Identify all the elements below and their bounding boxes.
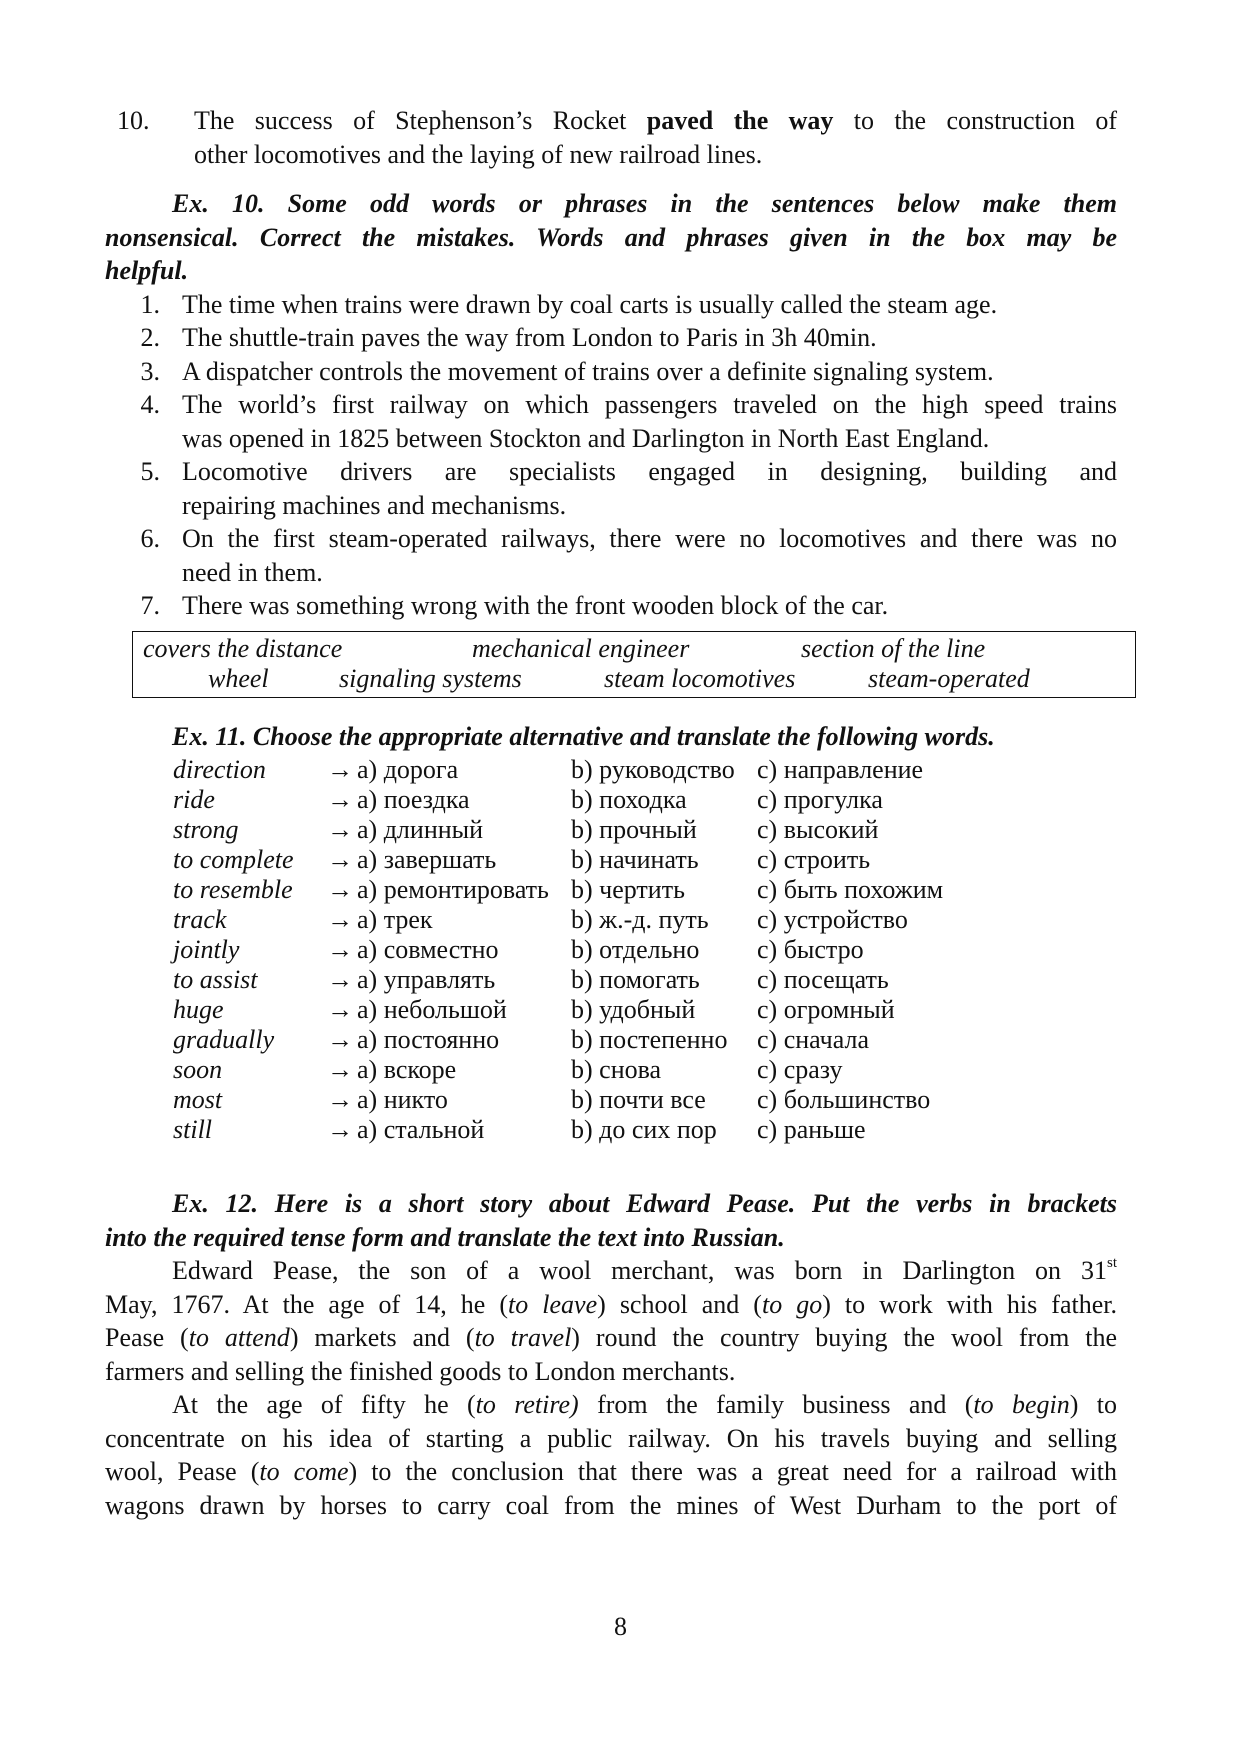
word-box [132, 631, 1136, 698]
box-word: steam-operated [868, 663, 1030, 693]
list-item: 5. Locomotive drivers are specialists engaged in designing, building and repairing machines and mechanisms. [140, 457, 1117, 520]
arrow-icon: → [327, 815, 353, 844]
box-word: signaling systems [339, 663, 522, 693]
ex12-heading-line-2: into the required tense form and translate the text into Russian. [105, 1222, 785, 1252]
vocab-table: direction → a) дорога b) руководство c) направление ride → a) поездка b) походка c) прогулка strong → a) длинный b) прочный c) высокий to complete → a) завершать b) начинать c) строить to resemble → a) ремонтировать b) чертить c) быть похожим track → a) трек b) ж.-д. путь c) устройство jointly → a) совместно b) отдельно c) быстро to assist → a) управлять b) помогать c) посещать huge → a) небольшой b) удобный c) огромный gradually → a) постоянно b) постепенно c) сначала soon → a) вскоре b) снова c) сразу most → a) никто b) почти все c) большинство still → a) стальной b) до сих пор c) раньше [173, 755, 944, 1144]
arrow-icon: → [327, 755, 353, 784]
page-number: 8 [614, 1612, 627, 1641]
list-item: 3. A dispatcher controls the movement of trains over a definite signaling system. [140, 356, 994, 386]
ex10-heading-line-2: nonsensical. Correct the mistakes. Words and phrases given in the box may be [105, 222, 1117, 252]
list-item: 7. There was something wrong with the front wooden block of the car. [140, 591, 889, 620]
ex10-heading-line-3: helpful. [105, 256, 189, 285]
arrow-icon: → [327, 1085, 353, 1114]
arrow-icon: → [327, 785, 353, 814]
paragraph-1: Edward Pease, the son of a wool merchant, was born in Darlington on 31st May, 1767. At the age of 14, he (to leave) school and (to go) to work with his father. Pease (to attend) markets and (to travel) round the country buying the wool from the farmers and selling the finished goods to London merchants. [105, 1255, 1117, 1386]
box-word: section of the line [801, 633, 986, 663]
list-item: 6. On the first steam-operated railways, there were no locomotives and there was no need in them. [140, 524, 1117, 587]
list-item: 1. The time when trains were drawn by coal carts is usually called the steam age. [140, 289, 998, 319]
arrow-icon: → [327, 1115, 353, 1144]
paragraph-2: At the age of fifty he (to retire) from the family business and (to begin) to concentrate on his idea of starting a public railway. On his travels buying and selling wool, Pease (to come) to the conclusion that there was a great need for a railroad with wagons drawn by horses to carry coal from the mines of West Durham to the port of [105, 1390, 1117, 1520]
ex10-list [105, 288, 1117, 623]
arrow-icon: → [327, 995, 353, 1024]
arrow-icon: → [327, 965, 353, 994]
arrow-icon: → [327, 875, 353, 904]
item-10-line-1: 10. The success of Stephenson’s Rocket paved the way to the construction of [194, 104, 1117, 138]
arrow-icon: → [327, 1055, 353, 1084]
arrow-icon: → [327, 845, 353, 874]
arrow-icon: → [327, 935, 353, 964]
box-word: wheel [208, 663, 269, 693]
box-word: steam locomotives [604, 663, 796, 693]
box-word: mechanical engineer [472, 633, 690, 663]
arrow-icon: → [327, 905, 353, 934]
bold-phrase: paved the way [646, 106, 834, 135]
arrow-icon: → [327, 1025, 353, 1054]
ex11-heading: Ex. 11. Choose the appropriate alternative and translate the following words. [172, 721, 995, 751]
page-content [105, 104, 1118, 1522]
item-number: 10. [117, 106, 150, 135]
ex10-heading-line-1: Ex. 10. Some odd words or phrases in the sentences below make them [172, 189, 1117, 218]
ex12-heading-line-1: Ex. 12. Here is a short story about Edward Pease. Put the verbs in brackets [172, 1189, 1117, 1218]
ex12-section [105, 1187, 1117, 1522]
list-item: 2. The shuttle-train paves the way from London to Paris in 3h 40min. [140, 323, 877, 352]
list-item: 4. The world’s first railway on which passengers traveled on the high speed trains was opened in 1825 between Stockton and Darlington in North East England. [140, 390, 1117, 453]
list-item-10 [117, 104, 1118, 171]
item-10-line-2: other locomotives and the laying of new railroad lines. [194, 139, 763, 169]
box-word: covers the distance [143, 633, 343, 663]
